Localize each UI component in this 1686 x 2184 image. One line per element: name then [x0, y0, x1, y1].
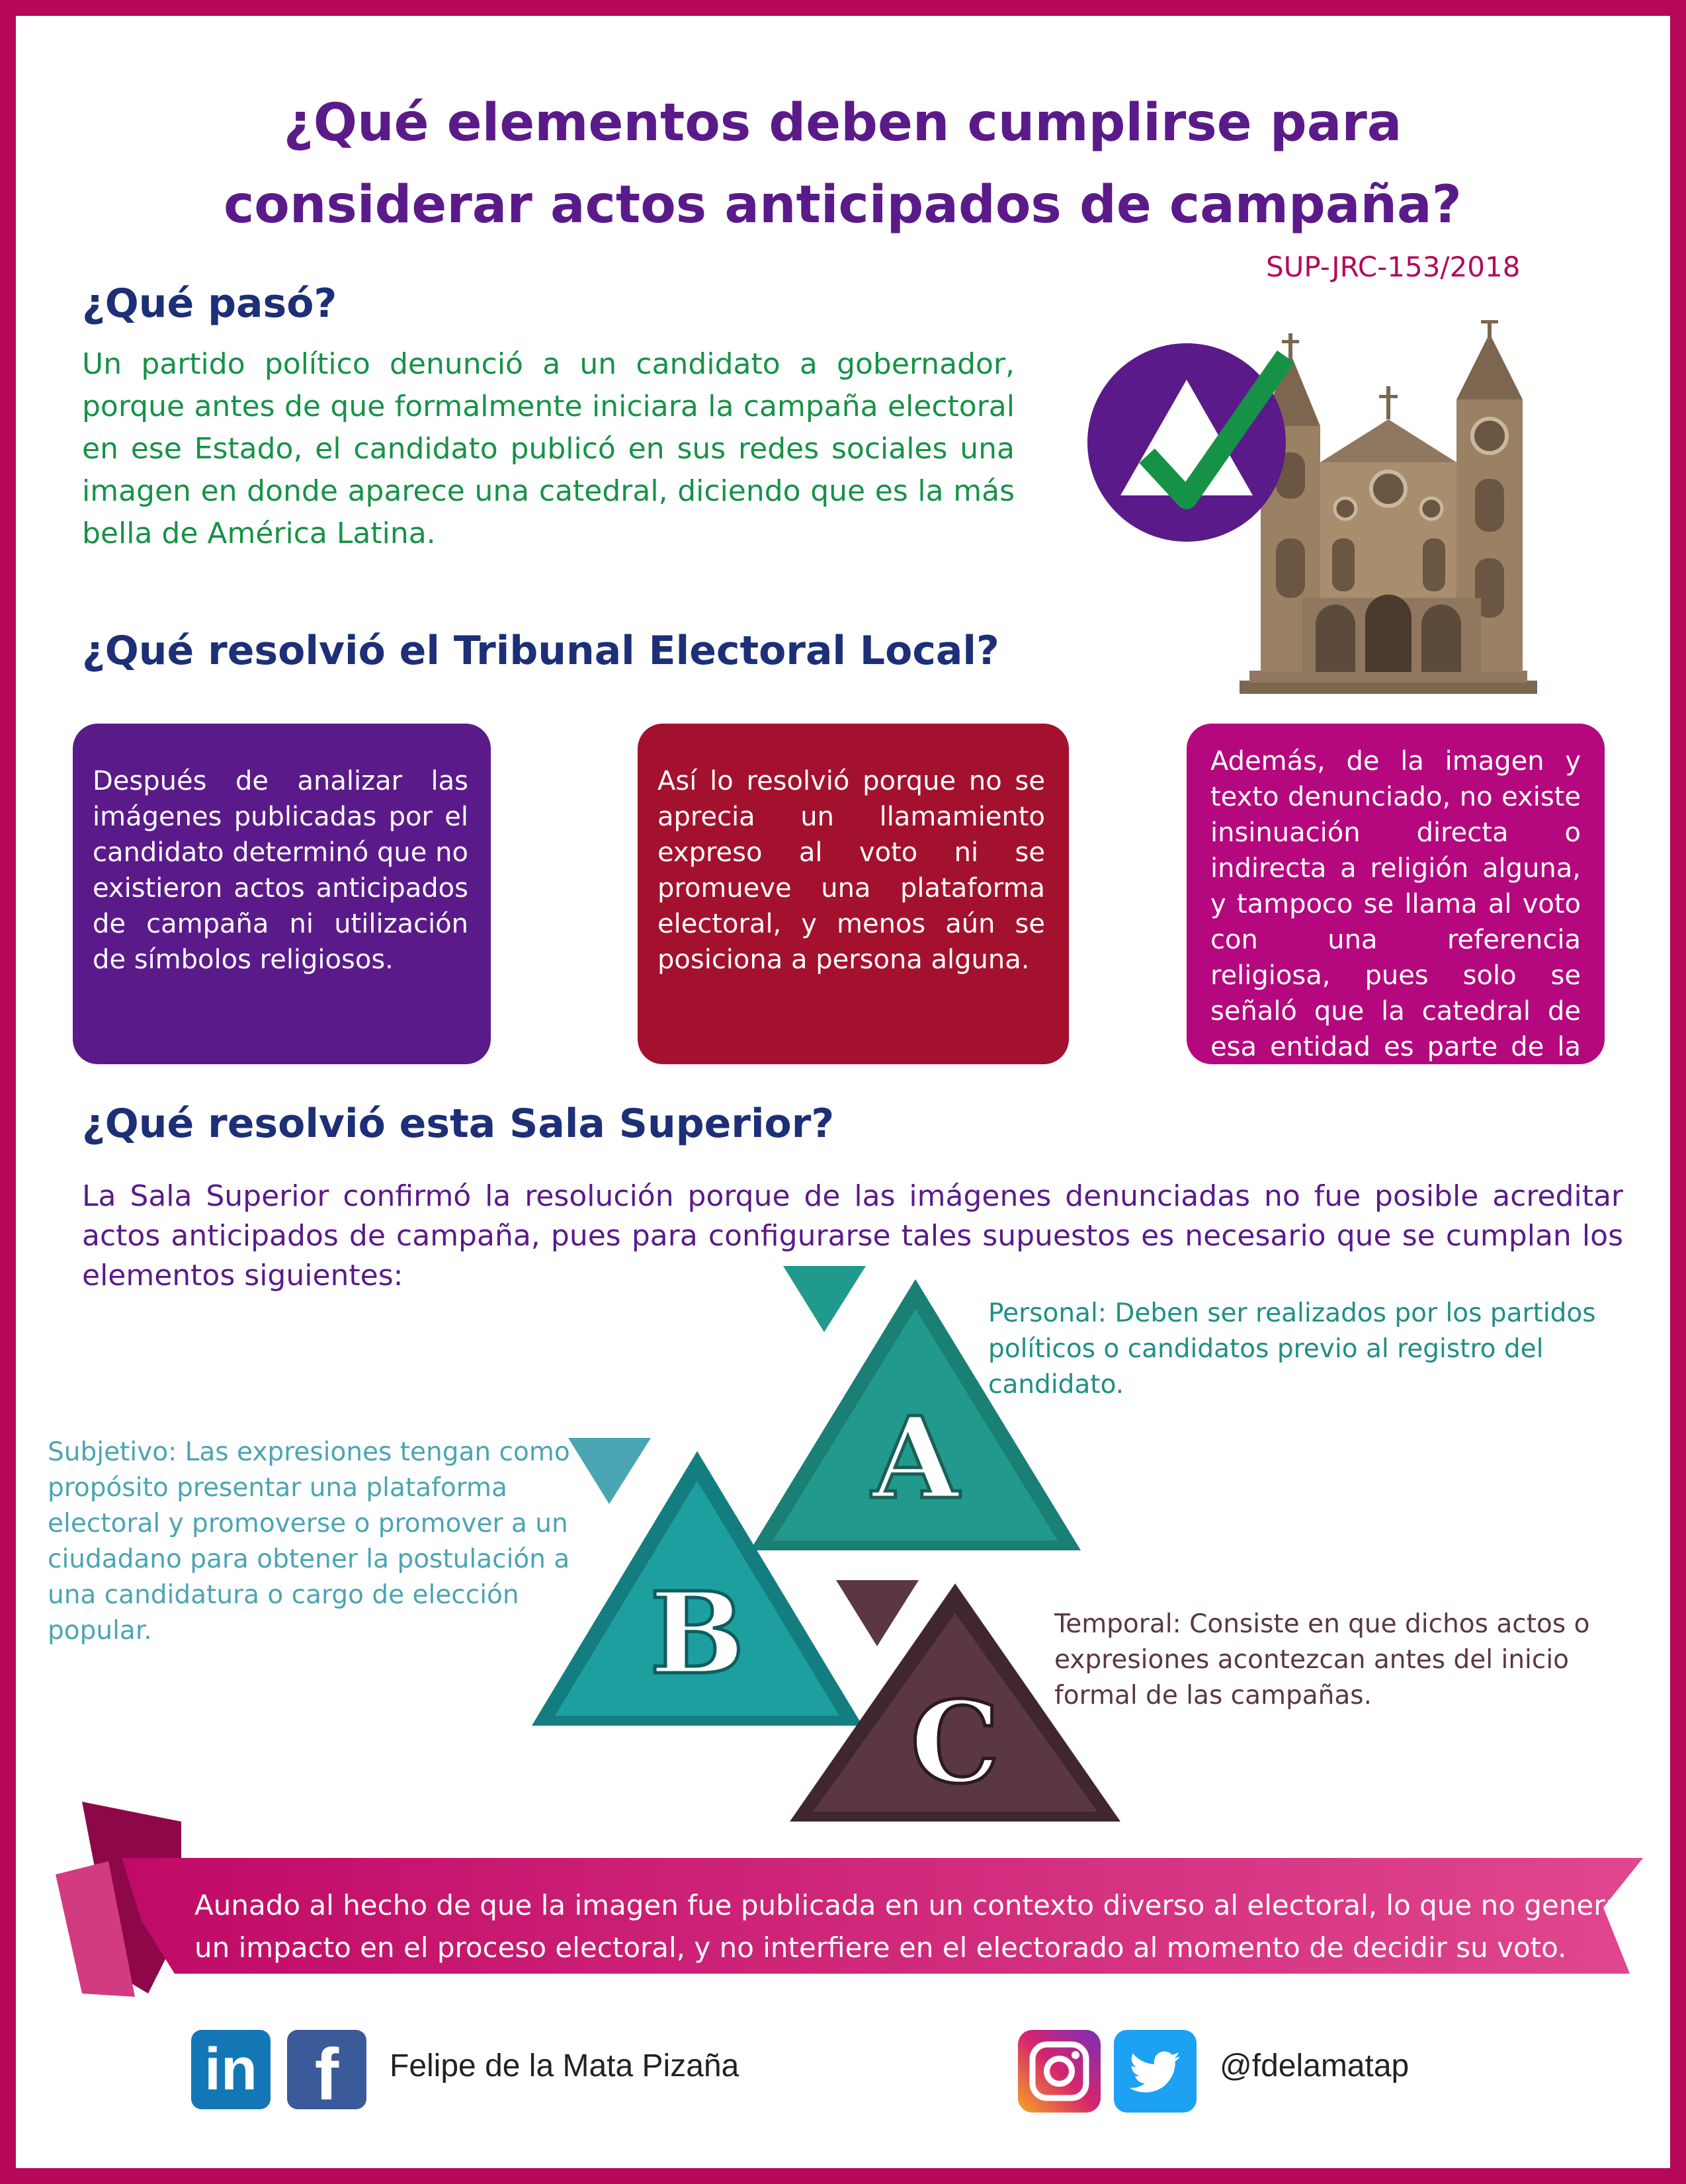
case-number: SUP-JRC-153/2018	[1266, 251, 1521, 283]
card-text: Así lo resolvió porque no se aprecia un llamamiento expreso al voto ni se promueve una plataforma electoral, y menos aún se posiciona a persona alguna.	[657, 766, 1045, 975]
card-tribunal-1	[73, 724, 491, 1064]
cathedral-illustration	[1074, 320, 1577, 704]
card-text: Además, de la imagen y texto denunciado, no existe insinuación directa o indirecta a religión alguna, y tampoco se llama al voto con una referencia religiosa, pues solo se señaló que la catedral de esa entidad es parte de la riqueza patrimonial.	[1210, 746, 1581, 1098]
section-text-que-paso: Un partido político denunció a un candidato a gobernador, porque antes de que formalmente iniciara la campaña electoral en ese Estado, el candidato publicó en sus redes sociales una imagen en donde aparece una catedral, diciendo que es la más bella de América Latina.	[82, 347, 1015, 550]
element-c-letter: C	[910, 1677, 1000, 1809]
section-text-sala-superior: La Sala Superior confirmó la resolución porque de las imágenes denunciadas no fue posible acreditar actos anticipados de campaña, pues para configurarse tales supuestos es necesario que se cumplan los elementos siguientes:	[82, 1179, 1623, 1292]
section-heading-que-paso: ¿Qué pasó?	[82, 280, 337, 327]
instagram-icon[interactable]	[1018, 2030, 1101, 2113]
element-a-text: Personal: Deben ser realizados por los partidos políticos o candidatos previo al registro del candidato.	[988, 1298, 1596, 1400]
section-heading-sala-superior: ¿Qué resolvió esta Sala Superior?	[82, 1101, 835, 1147]
page-title: ¿Qué elementos deben cumplirse para considerar actos anticipados de campaña?	[224, 93, 1462, 235]
card-tribunal-2	[638, 724, 1069, 1064]
facebook-icon[interactable]: f	[287, 2030, 366, 2109]
section-heading-tribunal-local: ¿Qué resolvió el Tribunal Electoral Local?	[82, 628, 999, 674]
element-c-text: Temporal: Consiste en que dichos actos o expresiones acontezcan antes del inicio formal de las campañas.	[1054, 1609, 1590, 1710]
infographic-page	[16, 16, 1670, 2168]
social-handle: @fdelamatap	[1220, 2048, 1410, 2083]
element-b-letter: B	[650, 1568, 745, 1700]
element-b-text: Subjetivo: Las expresiones tengan como propósito presentar una plataforma electoral y promoverse o promover a un ciudadano para obtener la postulación a una candidatura o cargo de elección popular.	[48, 1437, 570, 1646]
card-tribunal-3	[1187, 724, 1605, 1098]
card-text: Después de analizar las imágenes publicadas por el candidato determinó que no existieron actos anticipados de campaña ni utilización de símbolos religiosos.	[93, 766, 468, 975]
check-badge-icon	[1087, 343, 1286, 542]
banner-text: Aunado al hecho de que la imagen fue publicada en un contexto diverso al electoral, lo que no genera un impacto en el proceso electoral, y no interfiere en el electorado al momento de decidir su voto.	[194, 1889, 1623, 1964]
linkedin-icon[interactable]: in	[191, 2030, 271, 2109]
author-name: Felipe de la Mata Pizaña	[390, 2048, 739, 2083]
element-a-letter: A	[872, 1392, 959, 1525]
twitter-icon[interactable]	[1114, 2030, 1197, 2113]
